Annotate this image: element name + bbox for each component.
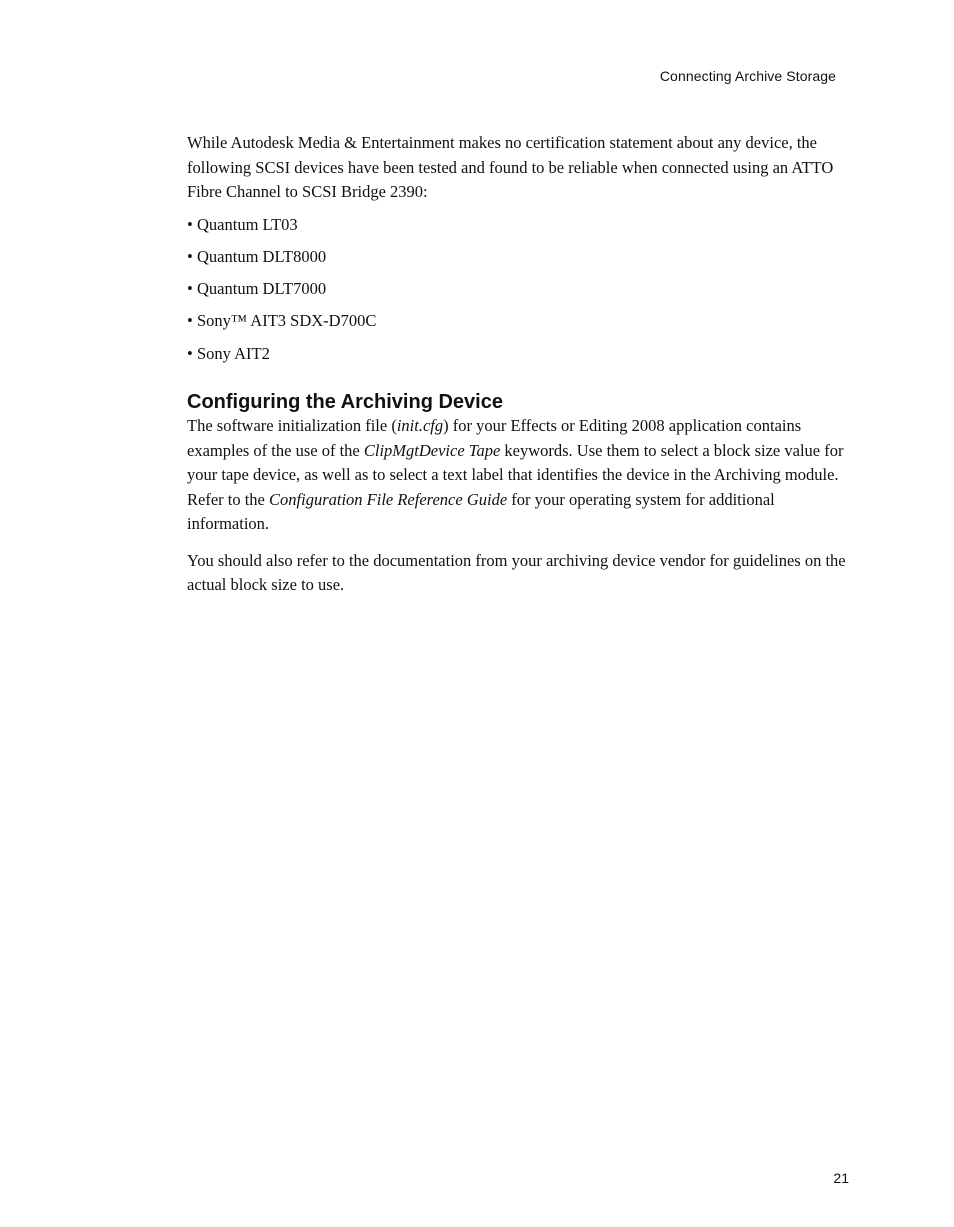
device-name: Quantum LT03 — [197, 214, 298, 234]
keyword: ClipMgtDevice Tape — [363, 440, 501, 460]
list-item — [187, 213, 855, 238]
list-item — [187, 277, 855, 302]
bullet-icon: • — [187, 246, 193, 266]
text-run: The software initialization file ( — [187, 416, 397, 436]
text-run: keywords. Use them to select a block size value for your tape device, as well as to select a text label that identifies the device in the Archiving module. Refer to the — [187, 440, 844, 509]
device-name: Sony AIT2 — [197, 343, 270, 363]
bullet-icon: • — [187, 279, 193, 299]
vendor-paragraph: You should also refer to the documentation from your archiving device vendor for guidelines on the actual block size to use. — [187, 550, 846, 595]
guide-title: Configuration File Reference Guide — [269, 489, 508, 509]
config-paragraph — [187, 414, 855, 537]
filename: init.cfg — [396, 416, 444, 436]
list-item — [187, 309, 855, 334]
text-run: ) for your Effects or Editing 2008 application contains examples of the use of the — [187, 416, 802, 460]
bullet-icon: • — [187, 343, 193, 363]
section-heading: Configuring the Archiving Device — [187, 391, 503, 414]
list-item — [187, 245, 855, 270]
intro-paragraph: While Autodesk Media & Entertainment makes no certification statement about any device, the following SCSI devices have been tested and found to be reliable when connected using an ATTO Fibre Channel to SCSI Bridge 2390: — [187, 133, 834, 201]
list-item — [187, 342, 855, 367]
bullet-icon: • — [187, 311, 193, 331]
device-name: Quantum DLT7000 — [197, 279, 327, 299]
page-number: 21 — [833, 1170, 849, 1186]
text-run: for your operating system for additional information. — [187, 489, 775, 534]
device-list — [187, 213, 855, 367]
device-name: Quantum DLT8000 — [197, 246, 327, 266]
device-name: Sony™ AIT3 SDX-D700C — [197, 311, 377, 331]
running-header: Connecting Archive Storage — [659, 68, 836, 84]
bullet-icon: • — [187, 214, 193, 234]
page-content — [187, 131, 855, 598]
